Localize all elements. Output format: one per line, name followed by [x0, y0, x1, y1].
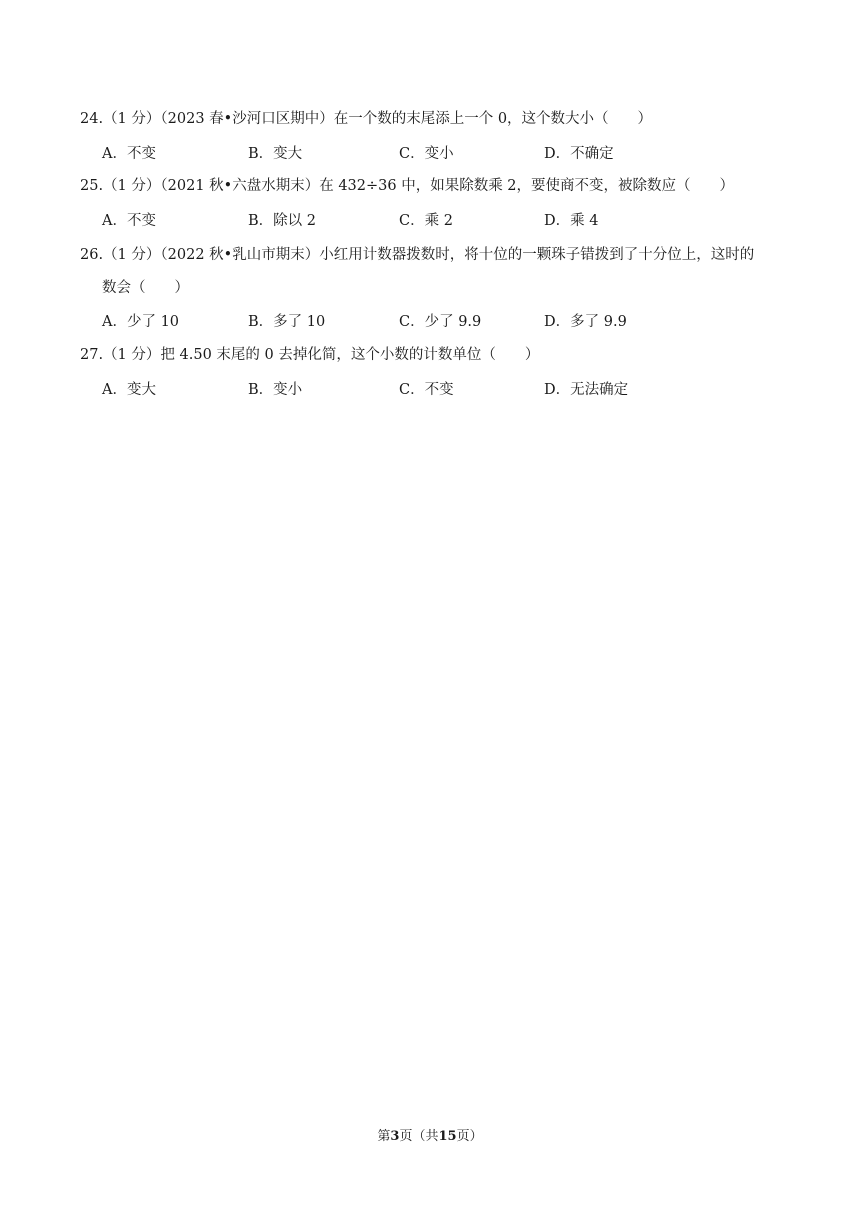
- footer-total-pages: 15: [438, 1129, 457, 1144]
- footer-prefix: 第: [377, 1129, 391, 1144]
- question-24-stem: 24.（1 分）（2023 春•沙河口区期中）在一个数的末尾添上一个 0，这个数大小（ ）: [80, 111, 653, 127]
- question-26-stem: 26.（1 分）（2022 秋•乳山市期末）小红用计数器拨数时，将十位的一颗珠子错拨到了十分位上，这时的: [80, 247, 755, 263]
- footer-middle: 页（共: [399, 1129, 439, 1144]
- footer-suffix: 页）: [456, 1129, 483, 1144]
- question-26-option-b: B．多了 10: [248, 314, 326, 330]
- question-26-option-d: D．多了 9.9: [544, 314, 627, 330]
- footer-page-number: 3: [390, 1129, 400, 1144]
- question-27-option-c: C．不变: [399, 382, 454, 398]
- question-27-options: [102, 380, 802, 400]
- question-25-option-c: C．乘 2: [399, 213, 453, 229]
- question-25-option-a: A．不变: [102, 213, 156, 229]
- question-27-stem: 27.（1 分）把 4.50 末尾的 0 去掉化简，这个小数的计数单位（ ）: [80, 347, 540, 363]
- question-26-option-a: A．少了 10: [102, 314, 180, 330]
- question-27-option-b: B．变小: [248, 382, 303, 398]
- question-25-option-b: B．除以 2: [248, 213, 316, 229]
- question-26-options: [102, 312, 802, 332]
- question-24-options: [102, 144, 802, 164]
- question-25-options: [102, 211, 802, 231]
- question-26-option-c: C．少了 9.9: [399, 314, 482, 330]
- question-24-option-d: D．不确定: [544, 146, 614, 162]
- page-footer: [0, 1128, 860, 1146]
- question-24-option-a: A．不变: [102, 146, 156, 162]
- question-25-stem: 25.（1 分）（2021 秋•六盘水期末）在 432÷36 中，如果除数乘 2，要使商不变，被除数应（ ）: [80, 178, 735, 194]
- question-27-option-d: D．无法确定: [544, 382, 629, 398]
- question-25-option-d: D．乘 4: [544, 213, 599, 229]
- question-26-stem-continued: 数会（ ）: [102, 280, 189, 296]
- question-24-option-c: C．变小: [399, 146, 454, 162]
- question-27-option-a: A．变大: [102, 382, 156, 398]
- question-24-option-b: B．变大: [248, 146, 303, 162]
